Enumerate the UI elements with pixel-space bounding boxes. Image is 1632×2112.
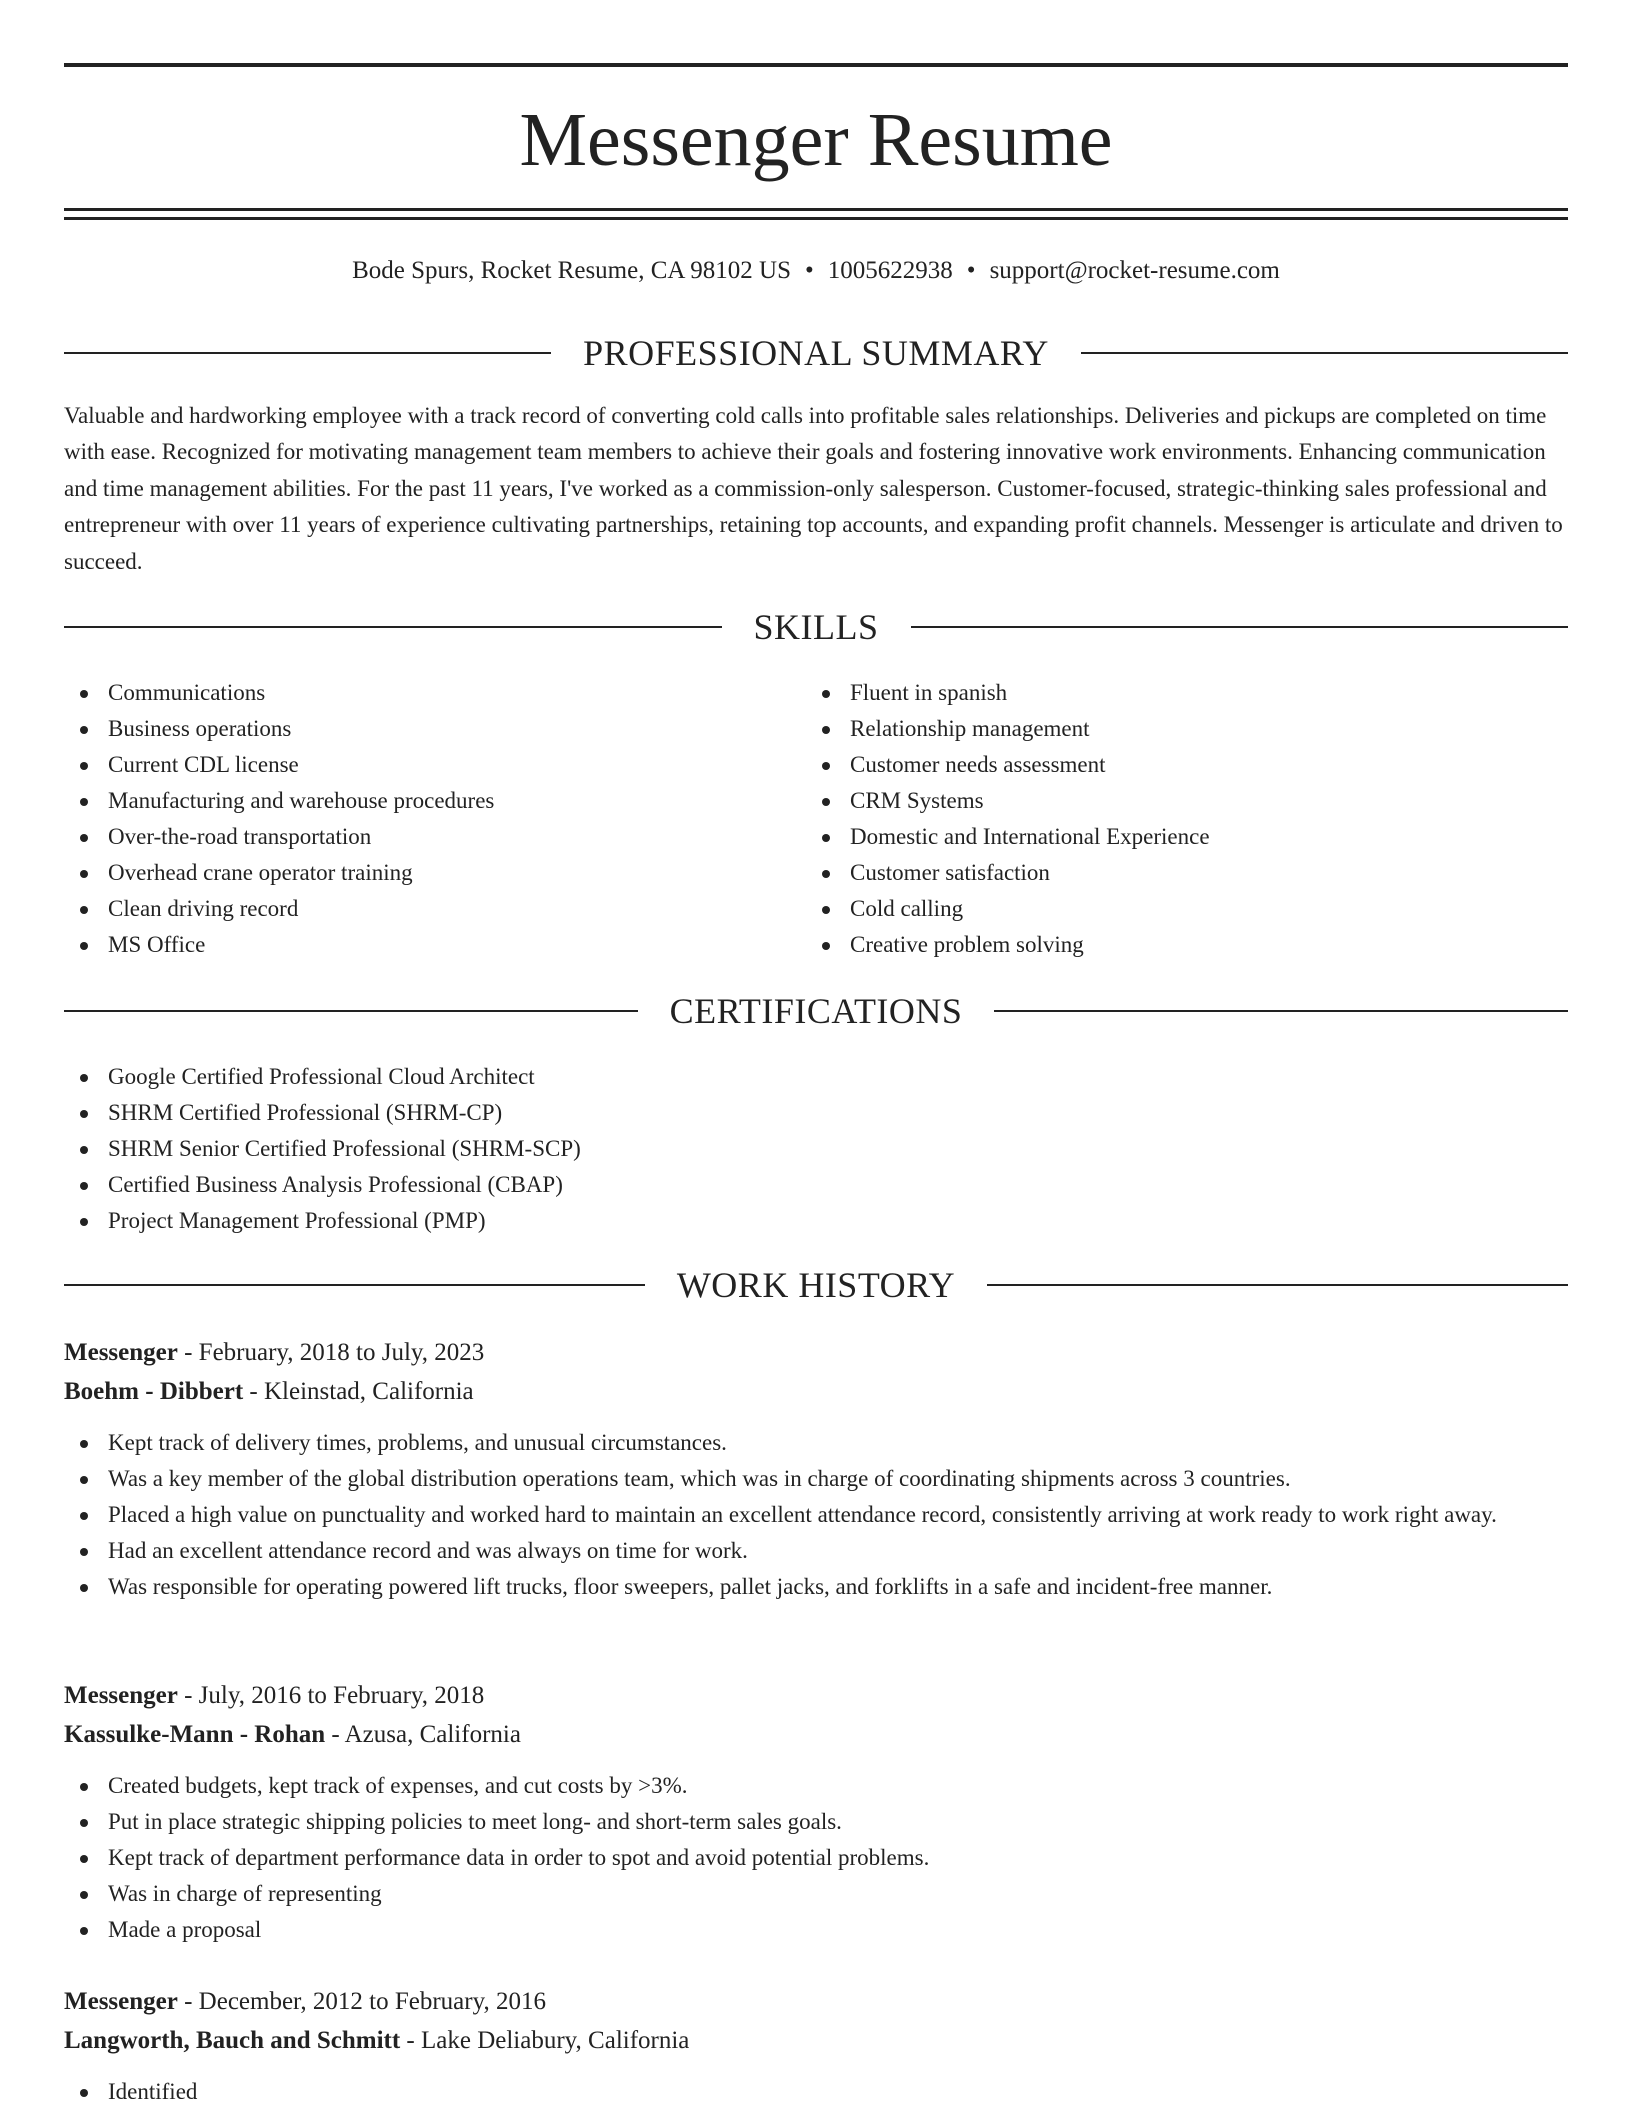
- certifications-block: [64, 1059, 1568, 1239]
- job-title-line: [64, 1983, 1568, 2021]
- job-bullets: [64, 2074, 1568, 2110]
- job-bullet-item: Placed a high value on punctuality and worked hard to maintain an excellent attendance record, consistently arriving at work ready to work right away.: [64, 1497, 1568, 1533]
- job-bullet-item: Put in place strategic shipping policies to meet long- and short-term sales goals.: [64, 1804, 1568, 1840]
- skills-left-list: [64, 675, 804, 963]
- skill-item: Relationship management: [806, 711, 1546, 747]
- certification-item: SHRM Senior Certified Professional (SHRM-SCP): [64, 1131, 1568, 1167]
- heading-rule-left: [64, 352, 551, 354]
- title-double-rule: [64, 208, 1568, 220]
- skill-item: Current CDL license: [64, 747, 804, 783]
- skill-item: Customer needs assessment: [806, 747, 1546, 783]
- job-location: - Kleinstad, California: [243, 1378, 474, 1405]
- heading-rule-left: [64, 626, 722, 628]
- skill-item: Creative problem solving: [806, 927, 1546, 963]
- job-bullet-item: Created budgets, kept track of expenses, and cut costs by >3%.: [64, 1768, 1568, 1804]
- heading-rule-right: [1081, 352, 1568, 354]
- certification-item: SHRM Certified Professional (SHRM-CP): [64, 1095, 1568, 1131]
- skill-item: Communications: [64, 675, 804, 711]
- job-bullet-item: Was a key member of the global distribution operations team, which was in charge of coordinating shipments across 3 countries.: [64, 1461, 1568, 1497]
- certifications-heading: CERTIFICATIONS: [669, 991, 963, 1031]
- skill-item: Customer satisfaction: [806, 855, 1546, 891]
- job-dates: - July, 2016 to February, 2018: [177, 1682, 485, 1709]
- heading-rule-left: [64, 1010, 638, 1012]
- skill-item: Cold calling: [806, 891, 1546, 927]
- skills-heading: SKILLS: [753, 607, 879, 647]
- job-company: Boehm - Dibbert: [64, 1378, 244, 1405]
- job-company: Langworth, Bauch and Schmitt: [64, 2027, 401, 2054]
- contact-email: support@rocket-resume.com: [989, 257, 1280, 284]
- summary-text: Valuable and hardworking employee with a track record of converting cold calls into profitable sales relationships. Deliveries and pickups are completed on time with ease. Recognized for motivating management team members to achieve their goals and fostering innovative work environments. Enhancing communication and time management abilities. For the past 11 years, I've worked as a commission-only salesperson. Customer-focused, strategic-thinking sales professional and entrepreneur with over 11 years of experience cultivating partnerships, retaining top accounts, and expanding profit channels. Messenger is articulate and driven to succeed.: [64, 403, 1563, 574]
- heading-rule-left: [64, 1284, 645, 1286]
- job-bullet-item: Made a proposal: [64, 1912, 1568, 1948]
- certification-item: Project Management Professional (PMP): [64, 1203, 1568, 1239]
- work-history-heading: WORK HISTORY: [676, 1265, 956, 1305]
- job-title: Messenger: [64, 1682, 178, 1709]
- job-entry: [64, 1334, 1568, 1605]
- summary-section-heading: [64, 331, 1568, 375]
- top-rule: [64, 63, 1568, 67]
- job-location: - Lake Deliabury, California: [400, 2027, 690, 2054]
- contact-phone: 1005622938: [827, 257, 953, 284]
- job-title-line: [64, 1677, 1568, 1715]
- skill-item: Over-the-road transportation: [64, 819, 804, 855]
- job-dates: - February, 2018 to July, 2023: [177, 1339, 485, 1366]
- certification-item: Certified Business Analysis Professional (CBAP): [64, 1167, 1568, 1203]
- certification-item: Google Certified Professional Cloud Architect: [64, 1059, 1568, 1095]
- job-bullets: [64, 1425, 1568, 1605]
- contact-line: [64, 254, 1568, 288]
- work-history-section-heading: [64, 1263, 1568, 1307]
- job-bullet-item: Was responsible for operating powered lift trucks, floor sweepers, pallet jacks, and forklifts in a safe and incident-free manner.: [64, 1569, 1568, 1605]
- job-title: Messenger: [64, 1988, 178, 2015]
- job-bullet-item: Had an excellent attendance record and was always on time for work.: [64, 1533, 1568, 1569]
- contact-separator: •: [966, 257, 976, 284]
- job-entry: [64, 1983, 1568, 2110]
- contact-separator: •: [805, 257, 814, 284]
- skill-item: Overhead crane operator training: [64, 855, 804, 891]
- contact-address: Bode Spurs, Rocket Resume, CA 98102 US: [352, 257, 792, 284]
- summary-heading: PROFESSIONAL SUMMARY: [583, 333, 1049, 373]
- job-company: Kassulke-Mann - Rohan: [64, 1721, 326, 1748]
- skills-section-heading: [64, 605, 1568, 649]
- job-bullets: [64, 1768, 1568, 1948]
- heading-rule-right: [994, 1010, 1568, 1012]
- job-bullet-item: Kept track of delivery times, problems, and unusual circumstances.: [64, 1425, 1568, 1461]
- job-company-line: [64, 2022, 1568, 2060]
- skills-left-column: [64, 675, 804, 963]
- skill-item: MS Office: [64, 927, 804, 963]
- job-location: - Azusa, California: [325, 1721, 521, 1748]
- skill-item: CRM Systems: [806, 783, 1546, 819]
- certifications-list: [64, 1059, 1568, 1239]
- job-company-line: [64, 1373, 1568, 1411]
- job-bullet-item: Kept track of department performance data in order to spot and avoid potential problems.: [64, 1840, 1568, 1876]
- skills-right-list: [806, 675, 1546, 963]
- certifications-section-heading: [64, 989, 1568, 1033]
- heading-rule-right: [987, 1284, 1568, 1286]
- heading-rule-right: [911, 626, 1569, 628]
- skill-item: Business operations: [64, 711, 804, 747]
- resume-title: Messenger Resume: [519, 98, 1113, 182]
- job-dates: - December, 2012 to February, 2016: [177, 1988, 546, 2015]
- job-bullet-item: Identified: [64, 2074, 1568, 2110]
- job-title: Messenger: [64, 1339, 178, 1366]
- job-entry: [64, 1677, 1568, 1948]
- skill-item: Manufacturing and warehouse procedures: [64, 783, 804, 819]
- skill-item: Clean driving record: [64, 891, 804, 927]
- skill-item: Domestic and International Experience: [806, 819, 1546, 855]
- job-company-line: [64, 1716, 1568, 1754]
- skills-right-column: [806, 675, 1546, 963]
- skill-item: Fluent in spanish: [806, 675, 1546, 711]
- job-title-line: [64, 1334, 1568, 1372]
- job-bullet-item: Was in charge of representing: [64, 1876, 1568, 1912]
